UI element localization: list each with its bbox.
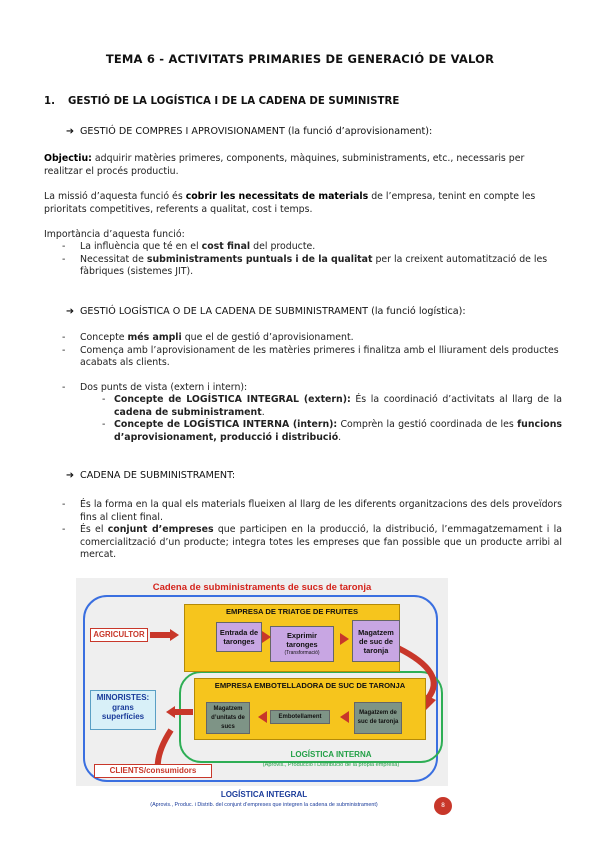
agricultor-box: AGRICULTOR	[90, 628, 148, 642]
list-item	[62, 524, 562, 562]
text: Dos punts de vista (extern i intern):	[80, 381, 248, 393]
page-number-badge: 8	[434, 797, 452, 815]
section-number: 1.	[44, 96, 55, 107]
text: La influència que té en el	[80, 241, 202, 252]
arrow-shaft	[150, 632, 170, 638]
text: És la coordinació d’activitats al llarg de la	[350, 394, 563, 405]
text-bold: subministraments puntuals i de la qualitat	[146, 253, 373, 265]
objectiu-paragraph	[44, 153, 564, 178]
arrow-icon: ➔	[66, 126, 75, 137]
text-bold: més ampli	[127, 332, 182, 343]
text: Comprèn la gestió coordinada de les	[337, 419, 518, 430]
text-bold: Concepte de LOGÍSTICA INTEGRAL (extern):	[114, 394, 351, 405]
subheading-compres	[66, 126, 432, 137]
arrow-icon	[262, 631, 271, 643]
subheading-logistica-text: GESTIÓ LOGÍSTICA O DE LA CADENA DE SUBMINISTRAMENT (la funció logística):	[80, 306, 466, 317]
arrow-icon	[340, 711, 349, 723]
section-heading	[44, 96, 399, 107]
list-item	[62, 345, 562, 370]
text: que participen en la producció, la distribució, l’emmagatzemament i la comercialització d’un producte; integra totes les empreses que fan possible que un producte arribi al mercat.	[80, 524, 563, 560]
text: És el	[80, 524, 108, 535]
exprimir-label: Exprimir taronges	[286, 630, 318, 649]
logistica-integral-caption: (Aprovis., Produc. i Distrib. del conjunt d’empreses que integren la cadena de subministrament)	[150, 802, 378, 808]
exprimir-box	[270, 626, 334, 662]
missio-post: de l’empresa, tenint en compte les prioritats competitives, referents a qualitat, cost i temps.	[44, 191, 536, 215]
text-bold: funcions d’aprovisionament, producció i distribució	[114, 419, 562, 443]
objectiu-label: Objectiu:	[44, 153, 92, 164]
arrow-icon: ➔	[66, 470, 75, 481]
text: .	[261, 406, 265, 418]
magatzem-unitats-box: Magatzem d’unitats de sucs	[206, 702, 250, 734]
minoristes-box: MINORISTES: grans superfícies	[90, 690, 156, 730]
text: Necessitat de	[80, 253, 147, 265]
empresa-triatge-label: EMPRESA DE TRIATGE DE FRUITES	[225, 607, 359, 616]
logistica-interna-label	[226, 750, 436, 770]
arrow-icon: ➔	[66, 306, 75, 317]
empresa-embotelladora-label: EMPRESA EMBOTELLADORA DE SUC DE TARONJA	[214, 681, 406, 690]
text: Concepte	[80, 332, 128, 343]
list-item	[102, 419, 562, 444]
magatzem-suc-box: Magatzem de suc de taronja	[352, 620, 400, 662]
text: És la forma en la qual els materials flueixen al llarg de les diferents organitzacions des dels proveïdors fins al client final.	[80, 499, 562, 523]
subheading-cadena-text: CADENA DE SUBMINISTRAMENT:	[80, 470, 236, 481]
arrow-icon	[258, 711, 267, 723]
list-item	[62, 499, 562, 524]
logistica-integral-title: LOGÍSTICA INTEGRAL	[220, 790, 308, 799]
list-item	[62, 332, 562, 345]
section-title: GESTIÓ DE LA LOGÍSTICA I DE LA CADENA DE SUMINISTRE	[68, 96, 400, 107]
subheading-logistica	[66, 306, 466, 317]
logistica-interna-caption: (Aprovis., Producció i Distribució de la propia empresa)	[262, 762, 400, 768]
cadena-list	[62, 499, 562, 562]
missio-pre: La missió d’aquesta funció és	[44, 191, 186, 202]
arrow-icon	[166, 706, 175, 718]
embotellament-box: Embotellament	[270, 710, 330, 724]
text: que el de gestió d’aprovisionament.	[181, 332, 354, 343]
arrow-icon	[340, 633, 349, 645]
missio-paragraph	[44, 191, 564, 216]
list-item	[62, 382, 562, 445]
exprimir-small: (Transformació)	[284, 649, 320, 656]
magatzem-suc-2-box: Magatzem de suc de taronja	[354, 702, 402, 734]
text: del producte.	[250, 241, 316, 252]
arrow-icon	[170, 629, 179, 641]
importancia-heading: Importància d’aquesta funció:	[44, 229, 185, 240]
supply-chain-diagram	[76, 578, 448, 786]
text-bold: cost final	[201, 241, 251, 252]
inner-list	[102, 394, 562, 444]
text: per la creixent automatització de les fàbriques (sistemes JIT).	[80, 253, 548, 277]
text-bold: Concepte de LOGÍSTICA INTERNA (intern):	[114, 419, 338, 430]
arrow-shaft	[175, 709, 193, 715]
diagram-title: Cadena de subministraments de sucs de taronja	[152, 582, 372, 593]
importancia-list	[62, 241, 562, 279]
logistica-interna-title: LOGÍSTICA INTERNA	[290, 750, 372, 759]
logistica-integral-label	[84, 790, 444, 810]
text: .	[338, 431, 342, 443]
text-bold: conjunt d’empreses	[107, 524, 214, 535]
logistica-list	[62, 332, 562, 444]
objectiu-text: adquirir matèries primeres, components, màquines, subministraments, etc., necessaris per realitzar el procés productiu.	[44, 153, 525, 177]
subheading-compres-text: GESTIÓ DE COMPRES I APROVISIONAMENT (la funció d’aprovisionament):	[80, 126, 433, 137]
clients-box: CLIENTS/consumidors	[94, 764, 212, 778]
missio-bold: cobrir les necessitats de materials	[185, 191, 369, 202]
subheading-cadena	[66, 470, 235, 481]
list-item	[62, 241, 562, 254]
list-item	[102, 394, 562, 419]
list-item	[62, 254, 562, 279]
entrada-box: Entrada de taronges	[216, 622, 262, 652]
text: Comença amb l’aprovisionament de les matèries primeres i finalitza amb el lliurament dels productes acabats als clients.	[80, 344, 559, 368]
page-title: TEMA 6 - ACTIVITATS PRIMARIES DE GENERACIÓ DE VALOR	[105, 52, 495, 66]
text-bold: cadena de subministrament	[114, 406, 262, 418]
